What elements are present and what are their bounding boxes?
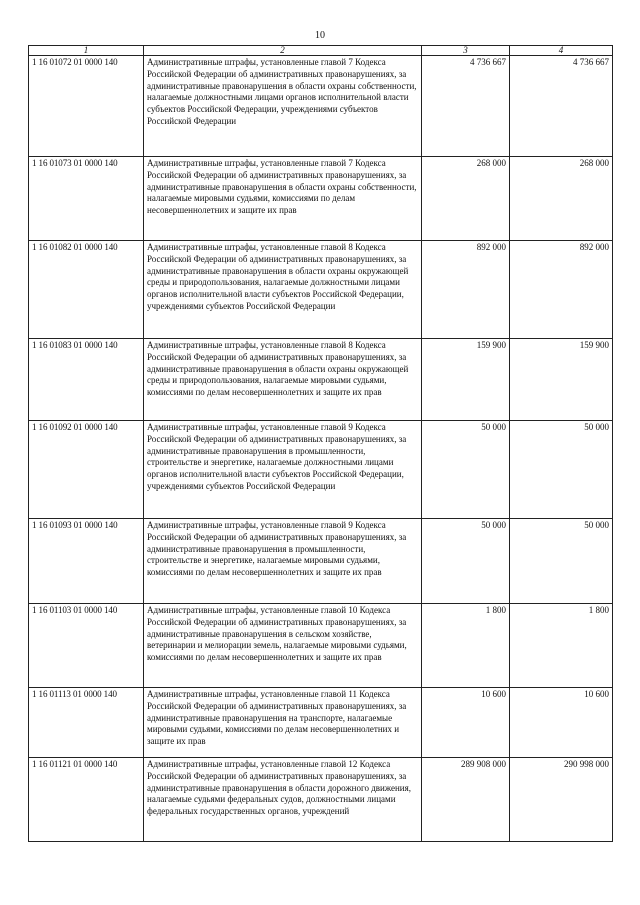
- budget-code-cell: 1 16 01092 01 0000 140: [29, 421, 144, 519]
- amount-2-cell: 159 900: [510, 339, 613, 421]
- table-row: [29, 241, 613, 339]
- description-cell: Административные штрафы, установленные главой 12 Кодекса Российской Федерации об административных правонарушениях, за административные правонарушения в области дорожного движения, налагаемые судьями федеральных судов, должностными лицами федеральных государственных органов, учреждений: [144, 758, 422, 842]
- amount-2-cell: 892 000: [510, 241, 613, 339]
- amount-2-cell: 268 000: [510, 157, 613, 241]
- budget-code-cell: 1 16 01082 01 0000 140: [29, 241, 144, 339]
- column-number-2: 2: [144, 46, 422, 56]
- amount-1-cell: 50 000: [422, 519, 510, 604]
- page-number: 10: [315, 30, 325, 41]
- amount-2-cell: 4 736 667: [510, 56, 613, 157]
- revenue-table: [28, 45, 613, 842]
- budget-code-cell: 1 16 01093 01 0000 140: [29, 519, 144, 604]
- amount-1-cell: 892 000: [422, 241, 510, 339]
- budget-code-cell: 1 16 01083 01 0000 140: [29, 339, 144, 421]
- budget-code-cell: 1 16 01073 01 0000 140: [29, 157, 144, 241]
- amount-1-cell: 268 000: [422, 157, 510, 241]
- table-row: [29, 421, 613, 519]
- amount-1-cell: 50 000: [422, 421, 510, 519]
- description-cell: Административные штрафы, установленные главой 11 Кодекса Российской Федерации об административных правонарушениях, за административные правонарушения на транспорте, налагаемые мировыми судьями, комиссиями по делам несовершеннолетних и защите их прав: [144, 688, 422, 758]
- budget-code-cell: 1 16 01103 01 0000 140: [29, 604, 144, 688]
- description-cell: Административные штрафы, установленные главой 7 Кодекса Российской Федерации об административных правонарушениях, за административные правонарушения в области охраны собственности, налагаемые должностными лицами органов исполнительной власти субъектов Российской Федерации, учреждениями субъектов Российской Федерации: [144, 56, 422, 157]
- table-row: [29, 157, 613, 241]
- amount-1-cell: 1 800: [422, 604, 510, 688]
- column-number-row: [29, 46, 613, 56]
- table-row: [29, 519, 613, 604]
- column-number-4: 4: [510, 46, 613, 56]
- table-row: [29, 688, 613, 758]
- column-number-1: 1: [29, 46, 144, 56]
- budget-code-cell: 1 16 01121 01 0000 140: [29, 758, 144, 842]
- description-cell: Административные штрафы, установленные главой 7 Кодекса Российской Федерации об административных правонарушениях, за административные правонарушения в области охраны собственности, налагаемые мировыми судьями, комиссиями по делам несовершеннолетних и защите их прав: [144, 157, 422, 241]
- amount-1-cell: 4 736 667: [422, 56, 510, 157]
- amount-2-cell: 10 600: [510, 688, 613, 758]
- table-row: [29, 56, 613, 157]
- budget-code-cell: 1 16 01113 01 0000 140: [29, 688, 144, 758]
- column-number-3: 3: [422, 46, 510, 56]
- amount-2-cell: 1 800: [510, 604, 613, 688]
- amount-1-cell: 10 600: [422, 688, 510, 758]
- amount-2-cell: 290 998 000: [510, 758, 613, 842]
- description-cell: Административные штрафы, установленные главой 9 Кодекса Российской Федерации об административных правонарушениях, за административные правонарушения в промышленности, строительстве и энергетике, налагаемые мировыми судьями, комиссиями по делам несовершеннолетних и защите их прав: [144, 519, 422, 604]
- amount-2-cell: 50 000: [510, 421, 613, 519]
- amount-1-cell: 159 900: [422, 339, 510, 421]
- table-row: [29, 758, 613, 842]
- budget-code-cell: 1 16 01072 01 0000 140: [29, 56, 144, 157]
- description-cell: Административные штрафы, установленные главой 8 Кодекса Российской Федерации об административных правонарушениях, за административные правонарушения в области охраны окружающей среды и природопользования, налагаемые мировыми судьями, комиссиями по делам несовершеннолетних и защите их прав: [144, 339, 422, 421]
- table-row: [29, 604, 613, 688]
- description-cell: Административные штрафы, установленные главой 10 Кодекса Российской Федерации об административных правонарушениях, за административные правонарушения в сельском хозяйстве, ветеринарии и мелиорации земель, налагаемые мировыми судьями, комиссиями по делам несовершеннолетних и защите их прав: [144, 604, 422, 688]
- description-cell: Административные штрафы, установленные главой 8 Кодекса Российской Федерации об административных правонарушениях, за административные правонарушения в области охраны окружающей среды и природопользования, налагаемые должностными лицами органов исполнительной власти субъектов Российской Федерации, учреждениями субъектов Российской Федерации: [144, 241, 422, 339]
- amount-2-cell: 50 000: [510, 519, 613, 604]
- description-cell: Административные штрафы, установленные главой 9 Кодекса Российской Федерации об административных правонарушениях, за административные правонарушения в промышленности, строительстве и энергетике, налагаемые должностными лицами органов исполнительной власти субъектов Российской Федерации, учреждениями субъектов Российской Федерации: [144, 421, 422, 519]
- table-row: [29, 339, 613, 421]
- amount-1-cell: 289 908 000: [422, 758, 510, 842]
